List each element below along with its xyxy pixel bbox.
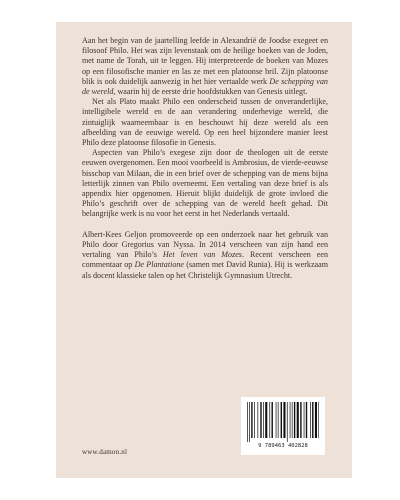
- paragraph-author-bio: Albert-Kees Geljon promoveerde op een onderzoek naar het gebruik van Philo door Gregorius van Nyssa. In 2014 verscheen van zijn hand een vertaling van Philo’s Het leven van Mozes. Recent verscheen een commentaar op De Plantatione (samen met David Runia). Hij is werkzaam als docent klassieke talen op het Christelijk Gymnasium Utrecht.: [82, 229, 329, 280]
- isbn-number: 9 789463 402828: [258, 443, 308, 449]
- book-title-italic: De schepping van de wereld: [82, 76, 328, 97]
- paragraph-intro: Aan het begin van de jaartelling leefde in Alexandrië de Joodse exegeet en filosoof Philo. Het was zijn levenstaak om de heilige boeken van de Joden, met name de Torah, uit te leggen. Hij interpreteerde de boeken van Mozes op een filosofische manier en las ze met een platoonse bril. Zijn platoonse blik is ook duidelijk aanwezig in het hier vertaalde werk De schepping van de wereld, waarin hij de eerste drie hoofdstukken van Genesis uitlegt.: [82, 36, 328, 97]
- barcode-bar: [306, 402, 307, 438]
- barcode-bar: [247, 402, 248, 442]
- barcode-bar: [304, 402, 305, 438]
- barcode-bar: [312, 402, 313, 438]
- barcode-bar: [318, 402, 319, 438]
- paragraph-exegesis: Aspecten van Philo’s exegese zijn door de theologen uit de eerste eeuwen overgenomen. Een mooi voorbeeld is Ambrosius, de vierde-eeuwse bisschop van Milaan, die in een brief over de schepping van de mens bijna letterlijk zinnen van Philo overneemt. Een vertaling van deze brief is als appendix hier opgenomen. Hieruit blijkt duidelijk de grote invloed die Philo’s geschrift over de schepping van de wereld heeft gehad. Dit belangrijke werk is nu voor het eerst in het Nederlands vertaald.: [82, 148, 328, 219]
- barcode-bar: [269, 402, 270, 438]
- barcode-bar: [260, 402, 261, 438]
- barcode-bar: [290, 402, 291, 438]
- barcode-bar: [276, 402, 277, 438]
- barcode-bar: [263, 402, 264, 438]
- barcode-bar: [249, 402, 250, 442]
- back-cover: [56, 22, 352, 478]
- barcode-bar: [287, 402, 288, 442]
- blurb-text: [82, 36, 328, 281]
- barcode-bar: [315, 402, 317, 438]
- paragraph-plato: Net als Plato maakt Philo een onderscheid tussen de onveranderlijke, intelligibele wereld en de aan verandering onderhevige wereld, die zintuiglijk waarneembaar is en beschouwt hij deze wereld als een afbeelding van de eeuwige wereld. Op een heel bijzondere manier leest Philo deze platoonse filosofie in Genesis.: [82, 97, 328, 148]
- book-title-italic: De Plantatione: [134, 260, 185, 270]
- barcode-bar: [310, 402, 311, 438]
- barcode-bar: [272, 402, 273, 438]
- barcode-bar: [258, 402, 259, 438]
- barcode-bar: [294, 402, 295, 438]
- barcode-bar: [297, 402, 299, 438]
- barcode-bar: [278, 402, 279, 438]
- barcode-bars: [247, 402, 319, 442]
- barcode-bar: [281, 402, 282, 438]
- barcode-bar: [254, 402, 255, 438]
- barcode-bar: [292, 402, 293, 438]
- barcode-bar: [251, 402, 252, 438]
- barcode-bar: [283, 402, 285, 438]
- publisher-website: www.damon.nl: [82, 448, 128, 456]
- barcode-bar: [300, 402, 301, 438]
- book-title-italic: Het leven van Mozes: [162, 250, 242, 260]
- isbn-barcode: [241, 397, 325, 455]
- barcode-bar: [265, 402, 267, 438]
